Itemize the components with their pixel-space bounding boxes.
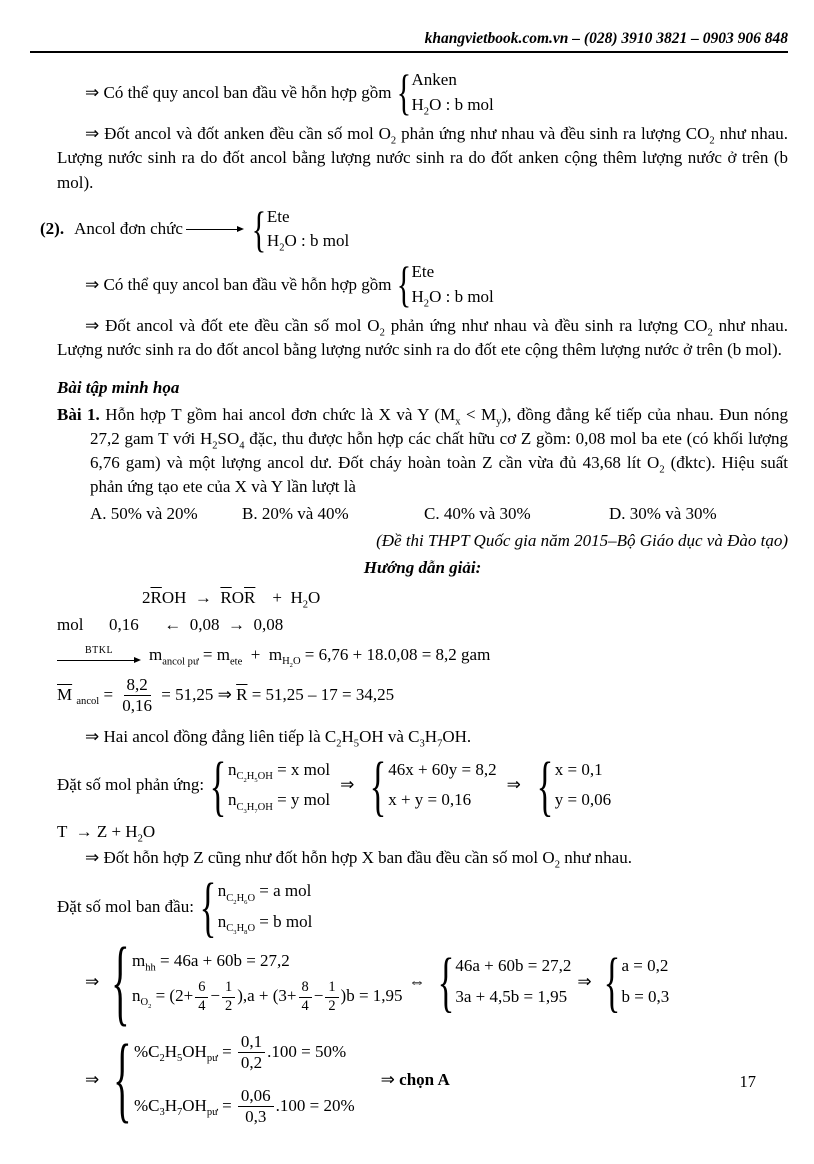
system-line: b = 0,3: [621, 986, 670, 1006]
theory-paragraph-ete: ⇒ Đốt ancol và đốt ete đều cần số mol $O_2$ phản ứng như nhau và đều sinh ra lượng $CO_2$ như nhau. Lượng nước sinh ra do đốt ancol bằng lượng nước sinh ra do đốt ete cộng thêm lượng nước ở trên (b mol).: [57, 316, 788, 360]
system-line: $\%C_2H_5OH_{pư}$ = $\frac{0,1}{0,2}$ .100 = 50%: [133, 1031, 347, 1073]
system-line: x = 0,1: [554, 759, 603, 779]
system-lines: [132, 946, 403, 1018]
brace: [199, 879, 216, 936]
implies-arrow: ⇒: [85, 1069, 100, 1089]
system-lines: [412, 68, 494, 117]
equation-average-mass: $\overline{M}$ $_{ancol}$ = $\frac{8,2}{0,16}$ = 51,25 ⇒ $\overline{R} = 51,25 - 17 = 34,25$: [57, 674, 395, 716]
system-lines: [455, 951, 571, 1012]
system-lines: [412, 260, 494, 309]
implies-arrow: ⇒: [340, 775, 355, 795]
set-mol-label: Đặt số mol ban đầu:: [57, 896, 194, 916]
system-line: a = 0,2: [621, 956, 669, 976]
equivalent-arrow: ⇔: [408, 971, 426, 991]
brace: [111, 941, 129, 1023]
problem-statement: Hỗn hợp T gồm hai ancol đơn chức là X và Y $(M_x < M_y)$, đồng đẳng kế tiếp của nhau. Đun nóng 27,2 gam T với $H_2SO_4$ đặc, thu được hỗn hợp các chất hữu cơ Z gồm: 0,08 mol ba ete (có khối lượng 6,76 gam) và một lượng ancol dư. Đốt cháy hoàn toàn Z cần vừa đủ 43,68 lít $O_2$ (đktc). Hiệu suất phản ứng tạo ete của X và Y lần lượt là: [90, 404, 789, 496]
system-simplified-ab: [432, 951, 572, 1012]
system-line: Anken: [411, 70, 457, 89]
solution-heading: Hướng dẫn giải:: [363, 558, 482, 578]
system-equations-xy: [364, 755, 496, 816]
equation-reaction: $2\overline{R}OH \to \overline{R}O\overline{R}$ + $H_2O$: [142, 588, 321, 611]
system-lines: [555, 755, 611, 816]
system-line: $n_{O_2} = (2+$ $\frac{6}{4}$ − $\frac{1}{2}$ ),a + (3+ $\frac{8}{4}$ − $\frac{1}{2}$ )b = 1,95: [131, 979, 403, 1014]
exam-source-line: (Đề thi THPT Quốc gia năm 2015–Bộ Giáo dục và Đào tạo): [376, 531, 788, 551]
brace-system-anken: [392, 68, 494, 117]
system-lines: [134, 1026, 355, 1134]
equation-o2-note: ⇒ Đốt hỗn hợp Z cũng như đốt hỗn hợp X ban đầu đều cần số mol $O_2$ như nhau.: [85, 848, 632, 871]
arrow-shaft: [57, 656, 141, 665]
system-line: 46x + 60y = 8,2: [388, 759, 497, 779]
brace-system-ete-1: [247, 205, 349, 254]
section-heading: Bài tập minh họa: [57, 378, 180, 398]
btkl-label: BTKL: [84, 644, 114, 656]
system-lines: [267, 205, 349, 254]
option-c: C. 40% và 30%: [424, 504, 531, 524]
system-line: 46a + 60b = 27,2: [455, 956, 572, 976]
equation-mass-balance: $m_{ancol pư} = m_{ete} + m_{H_2O} = 6,76 + 18.0,08 = 8,2$ gam: [149, 644, 491, 670]
brace-system-ete-2: [392, 260, 494, 309]
brace: [536, 757, 553, 814]
system-result-xy: [531, 755, 611, 816]
btkl-arrow-icon: [57, 645, 141, 665]
system-percent: [107, 1026, 354, 1134]
brace: [603, 953, 620, 1010]
brace: [396, 263, 410, 306]
theory-anken-row: [85, 68, 788, 117]
system-lines: [388, 755, 496, 816]
option-d: D. 30% và 30%: [609, 504, 717, 524]
system-result-ab: [598, 951, 670, 1012]
system-lines: [621, 951, 669, 1012]
brace: [396, 71, 410, 114]
system-n-ab: [194, 876, 312, 937]
answer-options-row: [90, 502, 788, 526]
theory-item-2-row: [40, 205, 788, 254]
theory-ete-row: [85, 260, 788, 309]
long-arrow-icon: [186, 225, 244, 234]
equation-mass-balance-row: [57, 643, 788, 670]
lead-text: ⇒ Có thể quy ancol ban đầu về hỗn hợp gồm: [85, 274, 392, 294]
item-2-text: Ancol đơn chức: [74, 219, 183, 239]
system-n-xy: [204, 755, 330, 816]
equation-t-to-z: $T \to Z + H_2O$: [57, 822, 156, 845]
brace: [437, 953, 454, 1010]
problem-statement-block: [57, 403, 788, 500]
system-line: $H_2O$ : b mol: [411, 94, 494, 118]
system-line: Ete: [266, 206, 290, 226]
equation-mol-line: mol 0,16 ← 0,08 → 0,08: [57, 614, 284, 634]
set-mol-initial-row: [57, 876, 788, 937]
brace: [370, 757, 387, 814]
system-line: $m_{hh} = 46a + 60b = 27,2$: [131, 950, 290, 973]
page-number: 17: [739, 1072, 756, 1091]
implies-arrow: ⇒: [506, 775, 521, 795]
system-line: $n_{C_2H_6O} = a$ mol: [217, 881, 312, 906]
set-mol-reaction-row: [57, 755, 788, 816]
brace: [252, 208, 266, 251]
system-mass-oxygen: [105, 946, 402, 1018]
brace: [113, 1039, 131, 1121]
option-a: A. 50% và 20%: [90, 504, 198, 524]
conclusion: ⇒ chọn A: [380, 1069, 450, 1089]
set-mol-label: Đặt số mol phản ứng:: [57, 775, 205, 795]
implies-arrow: ⇒: [85, 971, 100, 991]
system-line: $n_{C_2H_5OH} = x$ mol: [227, 759, 331, 785]
item-2-label: (2).: [40, 219, 65, 239]
page-header: [30, 30, 788, 53]
system-line: $n_{C_3H_7OH} = y$ mol: [227, 790, 331, 815]
system-line: $\%C_3H_7OH_{pư}$ = $\frac{0,06}{0,3}$ .100 = 20%: [133, 1085, 355, 1127]
system-line: Ete: [411, 261, 435, 281]
system-line: x + y = 0,16: [388, 790, 472, 810]
theory-paragraph-anken: ⇒ Đốt ancol và đốt anken đều cần số mol $O_2$ phản ứng như nhau và đều sinh ra lượng $CO_2$ như nhau. Lượng nước sinh ra do đốt ancol bằng lượng nước sinh ra do đốt anken cộng thêm lượng nước ở trên (b mol).: [57, 124, 788, 192]
system-line: 3a + 4,5b = 1,95: [455, 986, 568, 1006]
system-mass-oxygen-row: [85, 946, 788, 1018]
lead-text: ⇒ Có thể quy ancol ban đầu về hỗn hợp gồm: [85, 82, 392, 102]
page-body: [40, 68, 789, 1133]
brace: [210, 757, 227, 814]
system-lines: [218, 876, 313, 937]
system-lines: [228, 755, 330, 816]
implies-arrow: ⇒: [577, 971, 592, 991]
problem-label: Bài 1.: [57, 404, 100, 424]
equation-homologs: ⇒ Hai ancol đồng đẳng liên tiếp là $C_2H_5OH$ và $C_3H_7OH$.: [85, 726, 472, 750]
system-percent-row: [85, 1026, 788, 1134]
system-line: $H_2O$ : b mol: [411, 286, 494, 309]
header-contact: khangvietbook.com.vn – (028) 3910 3821 – 0903 906 848: [424, 30, 788, 47]
option-b: B. 20% và 40%: [242, 504, 349, 524]
system-line: $n_{C_3H_8O} = b$ mol: [217, 911, 313, 937]
system-line: y = 0,06: [554, 790, 612, 810]
system-line: $H_2O$ : b mol: [266, 231, 350, 254]
